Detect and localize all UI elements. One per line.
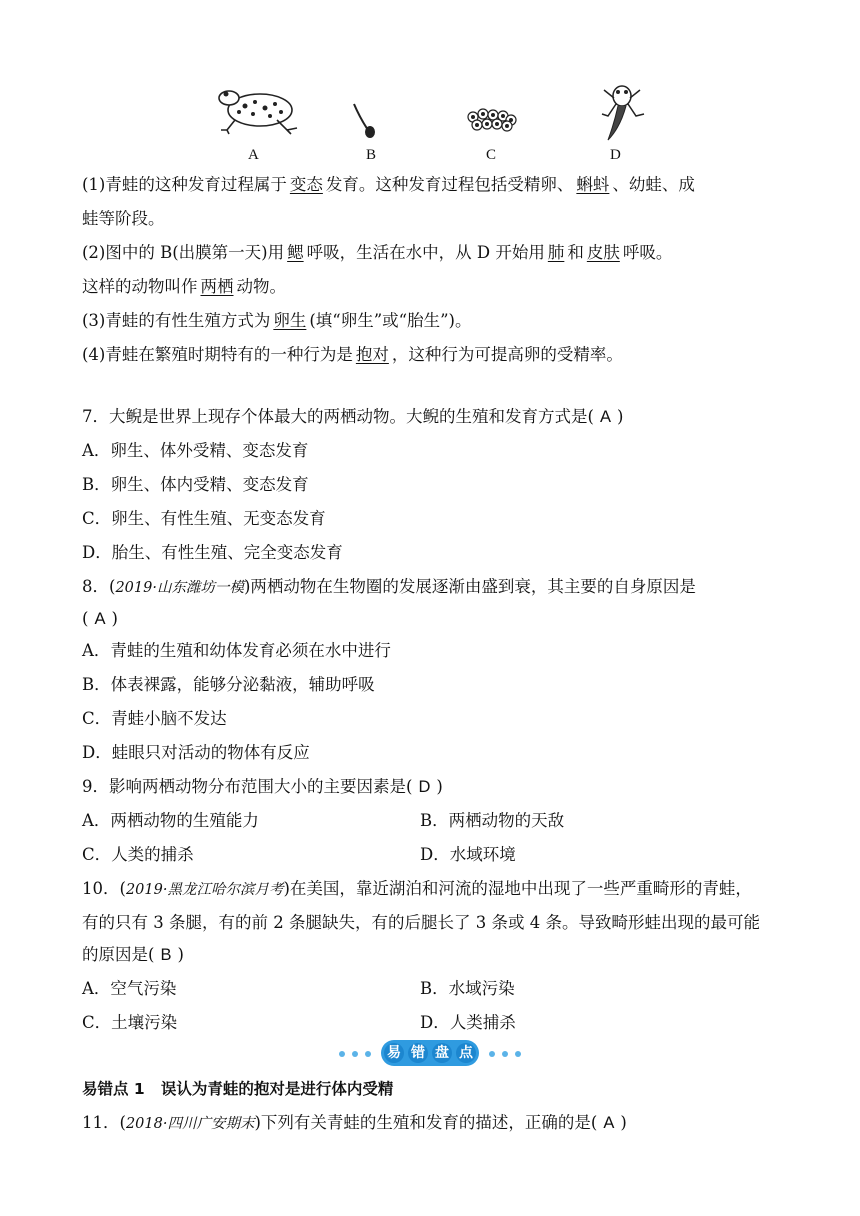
q10-stem-line3	[82, 944, 184, 966]
q8-source: 2019·山东潍坊一模	[115, 580, 244, 596]
q6-p2-mid: 呼吸，生活在水中，从 D 开始用	[306, 243, 545, 262]
banner-dot	[365, 1051, 371, 1057]
q8-num: 8．(	[82, 577, 116, 596]
error-point-label: 易错点 1	[82, 1080, 145, 1098]
q10-answer: B	[160, 946, 172, 964]
q6-part2-line2	[82, 276, 286, 298]
q6-p2-cont-pre: 这样的动物叫作	[82, 277, 198, 296]
banner-char: 盘	[432, 1043, 452, 1063]
figure-label-c: C	[486, 147, 497, 163]
q6-part4-line	[82, 344, 623, 366]
q6-p1-text: (1)青蛙的这种发育过程属于	[82, 175, 287, 194]
q6-p2-post: 呼吸。	[622, 243, 673, 262]
q11-close: )	[620, 1113, 627, 1132]
q8-option-d: D．蛙眼只对活动的物体有反应	[82, 743, 310, 762]
q6-p1-post: 、幼蛙、成	[612, 175, 695, 194]
q8-option-b: B．体表裸露，能够分泌黏液，辅助呼吸	[82, 675, 375, 694]
figure-label-d: D	[610, 147, 621, 163]
q6-p2-mid2: 和	[567, 243, 584, 262]
error-point-text: 误认为青蛙的抱对是进行体内受精	[160, 1080, 394, 1098]
figure-label-b: B	[366, 147, 377, 163]
q7-answer: A	[599, 408, 611, 426]
frog-life-cycle-figure	[200, 80, 660, 170]
banner-char: 点	[456, 1043, 476, 1063]
banner-dot	[515, 1051, 521, 1057]
q11-stem-text: )下列有关青蛙的生殖和发育的描述，正确的是(	[254, 1113, 598, 1132]
banner-pill	[381, 1040, 479, 1066]
q7-option-a: A．卵生、体外受精、变态发育	[82, 441, 309, 460]
q6-p3-post: (填“卵生”或“胎生”)。	[309, 311, 472, 330]
q7-option-b: B．卵生、体内受精、变态发育	[82, 475, 309, 494]
banner-char: 错	[408, 1043, 428, 1063]
q7-option-c: C．卵生、有性生殖、无变态发育	[82, 509, 326, 528]
q6-p1-answer1: 变态	[289, 175, 323, 194]
q9-option-d: D．水域环境	[420, 845, 516, 864]
q9-option-a: A．两栖动物的生殖能力	[82, 811, 259, 830]
q6-p4-text: (4)青蛙在繁殖时期特有的一种行为是	[82, 345, 353, 364]
q6-p3-answer1: 卵生	[273, 311, 307, 330]
q6-part3-line	[82, 310, 472, 332]
q9-option-b: B．两栖动物的天敌	[420, 811, 565, 830]
q10-stem3: 的原因是(	[82, 945, 155, 964]
q6-p4-answer1: 抱对	[355, 345, 389, 364]
q9-stem-text: 9．影响两栖动物分布范围大小的主要因素是(	[82, 777, 413, 796]
q7-option-d: D．胎生、有性生殖、完全变态发育	[82, 543, 343, 562]
q7-stem	[82, 406, 623, 428]
q7-stem-text: 7．大鲵是世界上现存个体最大的两栖动物。大鲵的生殖和发育方式是(	[82, 407, 594, 426]
q6-p2-answer3: 皮肤	[586, 243, 620, 262]
banner-dot	[502, 1051, 508, 1057]
q10-option-d: D．人类捕杀	[420, 1013, 516, 1032]
q9-close: )	[436, 777, 443, 796]
q8-answer: A	[94, 610, 106, 628]
q9-answer: D	[418, 778, 431, 796]
error-review-banner	[335, 1040, 525, 1068]
error-point-heading	[82, 1078, 393, 1100]
banner-dot	[339, 1051, 345, 1057]
q6-p2-cont-post: 动物。	[236, 277, 286, 296]
hatchling-tadpole-image	[350, 100, 380, 140]
adult-frog-image	[215, 80, 300, 135]
q8-stem-text: )两栖动物在生物圈的发展逐渐由盛到衰，其主要的自身原因是	[243, 577, 696, 596]
q6-part1-line1	[82, 174, 695, 196]
q9-option-c: C．人类的捕杀	[82, 845, 194, 864]
q6-p4-post: ，这种行为可提高卵的受精率。	[391, 345, 623, 364]
banner-char: 易	[384, 1043, 404, 1063]
banner-dot	[352, 1051, 358, 1057]
froglet-image	[598, 82, 648, 144]
q10-stem-line2: 有的只有 3 条腿，有的前 2 条腿缺失，有的后腿长了 3 条或 4 条。导致畸形蛙出现的最可能	[82, 913, 760, 932]
q10-source: 2019·黑龙江哈尔滨月考	[125, 882, 284, 898]
q6-part1-line2: 蛙等阶段。	[82, 209, 165, 228]
q8-option-c: C．青蛙小脑不发达	[82, 709, 227, 728]
q11-stem	[82, 1112, 627, 1135]
q10-stem-line1	[82, 878, 752, 901]
q11-source: 2018·四川广安期末	[125, 1116, 255, 1132]
q8-stem	[82, 576, 696, 599]
banner-dot	[489, 1051, 495, 1057]
q10-option-c: C．土壤污染	[82, 1013, 178, 1032]
q10-num: 10．(	[82, 879, 126, 898]
q8-close: )	[111, 609, 118, 628]
q9-stem	[82, 776, 443, 798]
q6-p2-answer1: 鳃	[287, 243, 304, 262]
q6-p2-text: (2)图中的 B(出膜第一天)用	[82, 243, 285, 262]
q10-close: )	[177, 945, 184, 964]
egg-mass-image	[465, 105, 517, 133]
q6-p1-answer2: 蝌蚪	[576, 175, 610, 194]
q6-p2-answer4: 两栖	[200, 277, 234, 296]
q10-option-b: B．水域污染	[420, 979, 515, 998]
q8-option-a: A．青蛙的生殖和幼体发育必须在水中进行	[82, 641, 391, 660]
q6-part2-line1	[82, 242, 672, 264]
q6-p3-text: (3)青蛙的有性生殖方式为	[82, 311, 271, 330]
q8-open: (	[82, 609, 89, 628]
q11-num: 11．(	[82, 1113, 126, 1132]
q10-stem1: )在美国，靠近湖泊和河流的湿地中出现了一些严重畸形的青蛙，	[283, 879, 752, 898]
q11-answer: A	[603, 1114, 615, 1132]
q10-option-a: A．空气污染	[82, 979, 177, 998]
q8-answer-line	[82, 608, 118, 630]
q6-p1-mid: 发育。这种发育过程包括受精卵、	[325, 175, 574, 194]
q7-close: )	[616, 407, 624, 426]
q6-p2-answer2: 肺	[547, 243, 565, 262]
figure-label-a: A	[248, 147, 259, 163]
